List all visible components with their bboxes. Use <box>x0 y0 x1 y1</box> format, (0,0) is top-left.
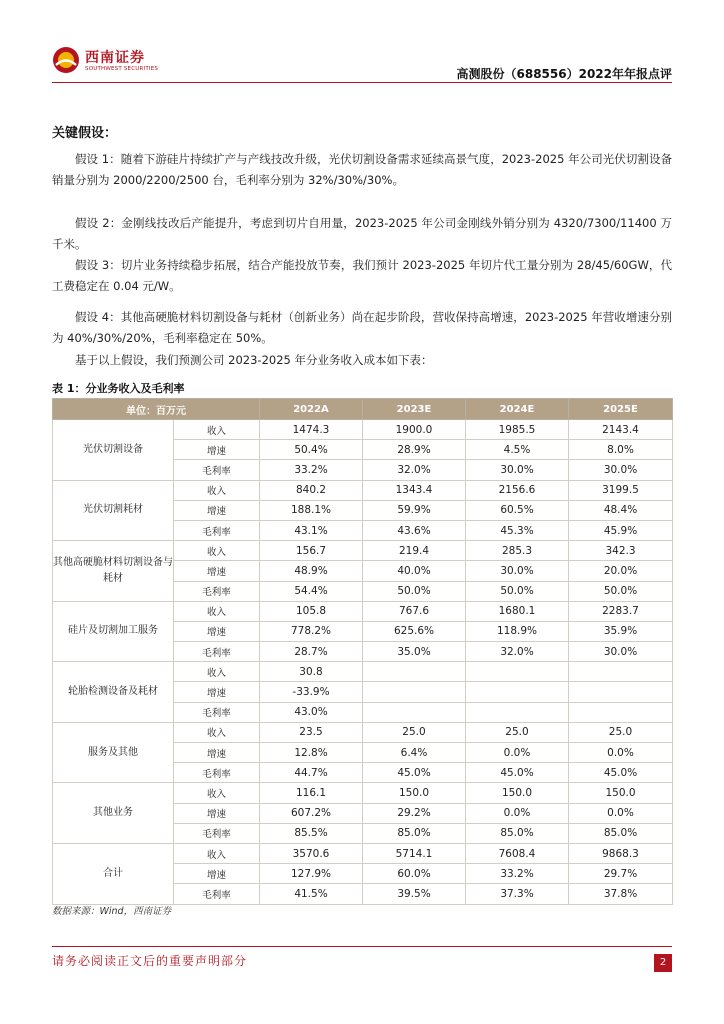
value-cell: 85.5% <box>260 823 363 843</box>
table-row <box>53 783 673 803</box>
value-cell: 7608.4 <box>466 843 569 863</box>
assumption-2: 假设 2：金刚线技改后产能提升，考虑到切片自用量，2023-2025 年公司金刚线外销分别为 4320/7300/11400 万千米。 <box>52 216 672 251</box>
value-cell <box>569 682 673 702</box>
value-cell: 35.9% <box>569 621 673 641</box>
footer-disclaimer: 请务必阅读正文后的重要声明部分 <box>52 954 248 968</box>
metric-label: 增速 <box>174 621 260 641</box>
value-cell: 12.8% <box>260 743 363 763</box>
table-row <box>53 843 673 863</box>
value-cell: 33.2% <box>260 460 363 480</box>
segment-name: 光伏切割耗材 <box>53 480 174 541</box>
report-title: 高测股份（688556）2022年年报点评 <box>456 67 672 81</box>
metric-label: 增速 <box>174 440 260 460</box>
value-cell: 43.0% <box>260 702 363 722</box>
value-cell: 28.9% <box>363 440 466 460</box>
value-cell: 45.0% <box>569 763 673 783</box>
value-cell: 50.0% <box>569 581 673 601</box>
value-cell: 85.0% <box>466 823 569 843</box>
value-cell: 0.0% <box>466 803 569 823</box>
value-cell: 778.2% <box>260 621 363 641</box>
value-cell: 25.0 <box>569 722 673 742</box>
value-cell: 44.7% <box>260 763 363 783</box>
logo-mark-icon <box>52 46 80 74</box>
value-cell <box>363 662 466 682</box>
metric-label: 收入 <box>174 601 260 621</box>
table-row <box>53 480 673 500</box>
header-year: 2024E <box>466 399 569 420</box>
header-unit: 单位：百万元 <box>53 399 260 420</box>
segment-name: 其他高硬脆材料切割设备与耗材 <box>53 541 174 602</box>
table-body <box>53 420 673 905</box>
value-cell: 50.0% <box>466 581 569 601</box>
value-cell: 5714.1 <box>363 843 466 863</box>
segment-name: 服务及其他 <box>53 722 174 783</box>
value-cell: 2156.6 <box>466 480 569 500</box>
value-cell: 6.4% <box>363 743 466 763</box>
value-cell: 43.1% <box>260 520 363 540</box>
value-cell: 28.7% <box>260 642 363 662</box>
value-cell: 1343.4 <box>363 480 466 500</box>
table-container <box>52 398 672 905</box>
value-cell: 4.5% <box>466 440 569 460</box>
metric-label: 增速 <box>174 803 260 823</box>
table-row <box>53 662 673 682</box>
value-cell: 30.0% <box>466 561 569 581</box>
value-cell: 8.0% <box>569 440 673 460</box>
metric-label: 收入 <box>174 722 260 742</box>
metric-label: 收入 <box>174 541 260 561</box>
table-row <box>53 541 673 561</box>
value-cell: 50.0% <box>363 581 466 601</box>
value-cell: 0.0% <box>466 743 569 763</box>
value-cell: 156.7 <box>260 541 363 561</box>
table-row <box>53 722 673 742</box>
value-cell: 116.1 <box>260 783 363 803</box>
header-year: 2022A <box>260 399 363 420</box>
value-cell: 105.8 <box>260 601 363 621</box>
value-cell: 767.6 <box>363 601 466 621</box>
table-row <box>53 601 673 621</box>
value-cell: 85.0% <box>569 823 673 843</box>
value-cell: 342.3 <box>569 541 673 561</box>
header-year: 2025E <box>569 399 673 420</box>
metric-label: 增速 <box>174 500 260 520</box>
value-cell: 23.5 <box>260 722 363 742</box>
value-cell: 32.0% <box>466 642 569 662</box>
metric-label: 毛利率 <box>174 520 260 540</box>
value-cell: 60.0% <box>363 864 466 884</box>
metric-label: 收入 <box>174 480 260 500</box>
logo-text-cn: 西南证券 <box>85 50 145 66</box>
value-cell: 0.0% <box>569 743 673 763</box>
value-cell: 30.8 <box>260 662 363 682</box>
value-cell: 50.4% <box>260 440 363 460</box>
value-cell: 30.0% <box>569 460 673 480</box>
segment-revenue-table <box>52 398 673 905</box>
value-cell <box>569 702 673 722</box>
value-cell: 37.3% <box>466 884 569 904</box>
value-cell: 3199.5 <box>569 480 673 500</box>
value-cell: 1474.3 <box>260 420 363 440</box>
segment-name: 合计 <box>53 843 174 904</box>
value-cell <box>466 682 569 702</box>
metric-label: 毛利率 <box>174 884 260 904</box>
value-cell: 48.4% <box>569 500 673 520</box>
value-cell: 41.5% <box>260 884 363 904</box>
value-cell: 9868.3 <box>569 843 673 863</box>
value-cell: 30.0% <box>466 460 569 480</box>
assumption-3: 假设 3：切片业务持续稳步拓展，结合产能投放节奏，我们预计 2023-2025 年切片代工量分别为 28/45/60GW，代工费稳定在 0.04 元/W。 <box>52 258 672 293</box>
value-cell: 2283.7 <box>569 601 673 621</box>
header-year: 2023E <box>363 399 466 420</box>
logo-text-en: SOUTHWEST SECURITIES <box>85 66 159 72</box>
summary-paragraph: 基于以上假设，我们预测公司 2023-2025 年分业务收入成本如下表： <box>75 353 433 367</box>
segment-name: 硅片及切割加工服务 <box>53 601 174 662</box>
metric-label: 毛利率 <box>174 581 260 601</box>
value-cell <box>466 702 569 722</box>
metric-label: 增速 <box>174 561 260 581</box>
table-row <box>53 420 673 440</box>
segment-name: 光伏切割设备 <box>53 420 174 481</box>
value-cell: 1680.1 <box>466 601 569 621</box>
value-cell: 219.4 <box>363 541 466 561</box>
value-cell: 150.0 <box>466 783 569 803</box>
value-cell: 1985.5 <box>466 420 569 440</box>
value-cell: 150.0 <box>569 783 673 803</box>
value-cell: 48.9% <box>260 561 363 581</box>
data-source: 数据来源：Wind，西南证券 <box>52 906 172 917</box>
assumption-1: 假设 1：随着下游硅片持续扩产与产线技改升级，光伏切割设备需求延续高景气度，2023-2025 年公司光伏切割设备销量分别为 2000/2200/2500 台，毛利率分别为 32%/30%/30%。 <box>52 152 672 187</box>
footer-divider <box>52 946 672 947</box>
value-cell: 127.9% <box>260 864 363 884</box>
metric-label: 收入 <box>174 843 260 863</box>
value-cell: 37.8% <box>569 884 673 904</box>
header-divider <box>52 82 672 83</box>
value-cell <box>466 662 569 682</box>
metric-label: 收入 <box>174 783 260 803</box>
table-caption: 表 1：分业务收入及毛利率 <box>52 382 185 395</box>
metric-label: 毛利率 <box>174 642 260 662</box>
value-cell: 54.4% <box>260 581 363 601</box>
value-cell <box>569 662 673 682</box>
value-cell: 45.0% <box>466 763 569 783</box>
segment-name: 其他业务 <box>53 783 174 844</box>
value-cell: -33.9% <box>260 682 363 702</box>
value-cell: 60.5% <box>466 500 569 520</box>
value-cell: 45.3% <box>466 520 569 540</box>
value-cell: 3570.6 <box>260 843 363 863</box>
table-header-row <box>53 399 673 420</box>
value-cell: 607.2% <box>260 803 363 823</box>
value-cell: 20.0% <box>569 561 673 581</box>
metric-label: 增速 <box>174 864 260 884</box>
value-cell: 35.0% <box>363 642 466 662</box>
value-cell: 25.0 <box>466 722 569 742</box>
value-cell: 118.9% <box>466 621 569 641</box>
value-cell: 25.0 <box>363 722 466 742</box>
value-cell: 840.2 <box>260 480 363 500</box>
metric-label: 毛利率 <box>174 702 260 722</box>
assumption-4: 假设 4：其他高硬脆材料切割设备与耗材（创新业务）尚在起步阶段，营收保持高增速，2023-2025 年营收增速分别为 40%/30%/20%，毛利率稳定在 50%。 <box>52 310 672 345</box>
metric-label: 毛利率 <box>174 823 260 843</box>
value-cell: 45.0% <box>363 763 466 783</box>
value-cell: 45.9% <box>569 520 673 540</box>
section-title: 关键假设： <box>52 126 118 141</box>
metric-label: 收入 <box>174 662 260 682</box>
value-cell <box>363 682 466 702</box>
value-cell: 40.0% <box>363 561 466 581</box>
value-cell: 43.6% <box>363 520 466 540</box>
value-cell: 85.0% <box>363 823 466 843</box>
value-cell: 625.6% <box>363 621 466 641</box>
metric-label: 增速 <box>174 743 260 763</box>
value-cell: 39.5% <box>363 884 466 904</box>
value-cell: 33.2% <box>466 864 569 884</box>
value-cell: 1900.0 <box>363 420 466 440</box>
value-cell: 0.0% <box>569 803 673 823</box>
metric-label: 毛利率 <box>174 460 260 480</box>
value-cell: 150.0 <box>363 783 466 803</box>
value-cell: 285.3 <box>466 541 569 561</box>
value-cell <box>363 702 466 722</box>
value-cell: 29.7% <box>569 864 673 884</box>
metric-label: 毛利率 <box>174 763 260 783</box>
value-cell: 29.2% <box>363 803 466 823</box>
value-cell: 32.0% <box>363 460 466 480</box>
value-cell: 30.0% <box>569 642 673 662</box>
company-logo <box>52 44 159 76</box>
metric-label: 收入 <box>174 420 260 440</box>
value-cell: 188.1% <box>260 500 363 520</box>
page-number: 2 <box>654 954 672 972</box>
value-cell: 59.9% <box>363 500 466 520</box>
segment-name: 轮胎检测设备及耗材 <box>53 662 174 723</box>
metric-label: 增速 <box>174 682 260 702</box>
value-cell: 2143.4 <box>569 420 673 440</box>
